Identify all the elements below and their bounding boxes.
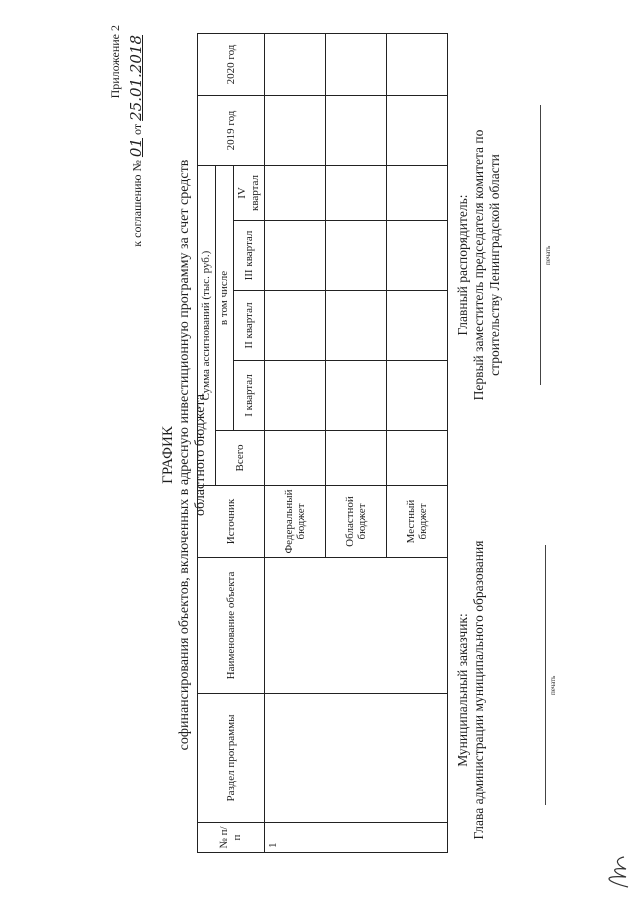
row-object [265,558,448,694]
header-q3: III квартал [234,221,265,291]
header-2020: 2020 год [198,33,265,95]
customer-role: Муниципальный заказчик: [455,613,470,767]
distributor-role: Главный распорядитель: [455,194,470,336]
agreement-number: 01 [127,137,145,158]
distributor-signature-line [540,105,541,385]
header-q2: II квартал [234,291,265,361]
cell-q3 [265,221,326,291]
cell-total [387,431,448,486]
header-q4: IV квартал [234,165,265,220]
cell-2019 [326,95,387,165]
cell-q3 [387,221,448,291]
header-section: Раздел программы [198,694,265,823]
table-row [265,33,326,852]
agreement-date: 25.01.2018 [127,35,145,121]
cell-2019 [265,95,326,165]
agreement-reference [128,35,145,345]
cell-2020 [326,33,387,95]
distributor-signature-block [455,100,503,430]
header-num: № п/п [198,823,265,853]
document-subtitle-continued: областного бюджета [193,394,208,516]
cell-q2 [387,291,448,361]
header-2019: 2019 год [198,95,265,165]
header-total: Всего [216,431,265,486]
header-sum: Сумма ассигнований (тыс. руб.) [198,165,216,485]
cell-total [326,431,387,486]
cell-q1 [326,361,387,431]
distributor-position: Первый заместитель председателя комитета по строительству Ленинградской области [471,129,502,401]
cell-q4 [326,165,387,220]
row-section [265,694,448,823]
customer-signature-block [455,525,487,855]
row-source: Областной бюджет [326,486,387,558]
cell-q1 [387,361,448,431]
header-including: в том числе [216,165,234,430]
agreement-prefix: к соглашению № [130,160,144,247]
cell-q4 [387,165,448,220]
customer-position: Глава администрации муниципального образования [471,540,486,840]
agreement-date-prefix: от [130,123,144,135]
header-q1: I квартал [234,361,265,431]
cell-2020 [265,33,326,95]
document-subtitle: софинансирования объектов, включенных в адресную инвестиционную программу за счет средств [177,159,192,751]
cell-q2 [265,291,326,361]
customer-signature-line [545,545,546,805]
row-source: Местный бюджет [387,486,448,558]
appendix-label: Приложение 2 [108,25,122,99]
cell-q3 [326,221,387,291]
customer-stamp-label: печать [549,675,557,695]
cell-q4 [265,165,326,220]
document-title: ГРАФИК [160,426,176,484]
row-source: Федеральный бюджет [265,486,326,558]
header-source: Источник [198,486,265,558]
row-number: 1 [265,823,448,853]
header-object: Наименование объекта [198,558,265,694]
cell-total [265,431,326,486]
cell-2019 [387,95,448,165]
cofinancing-table [197,33,448,853]
handwritten-initials-mark [596,853,636,893]
cell-q1 [265,361,326,431]
cell-2020 [387,33,448,95]
distributor-stamp-label: печать [544,245,552,265]
cell-q2 [326,291,387,361]
